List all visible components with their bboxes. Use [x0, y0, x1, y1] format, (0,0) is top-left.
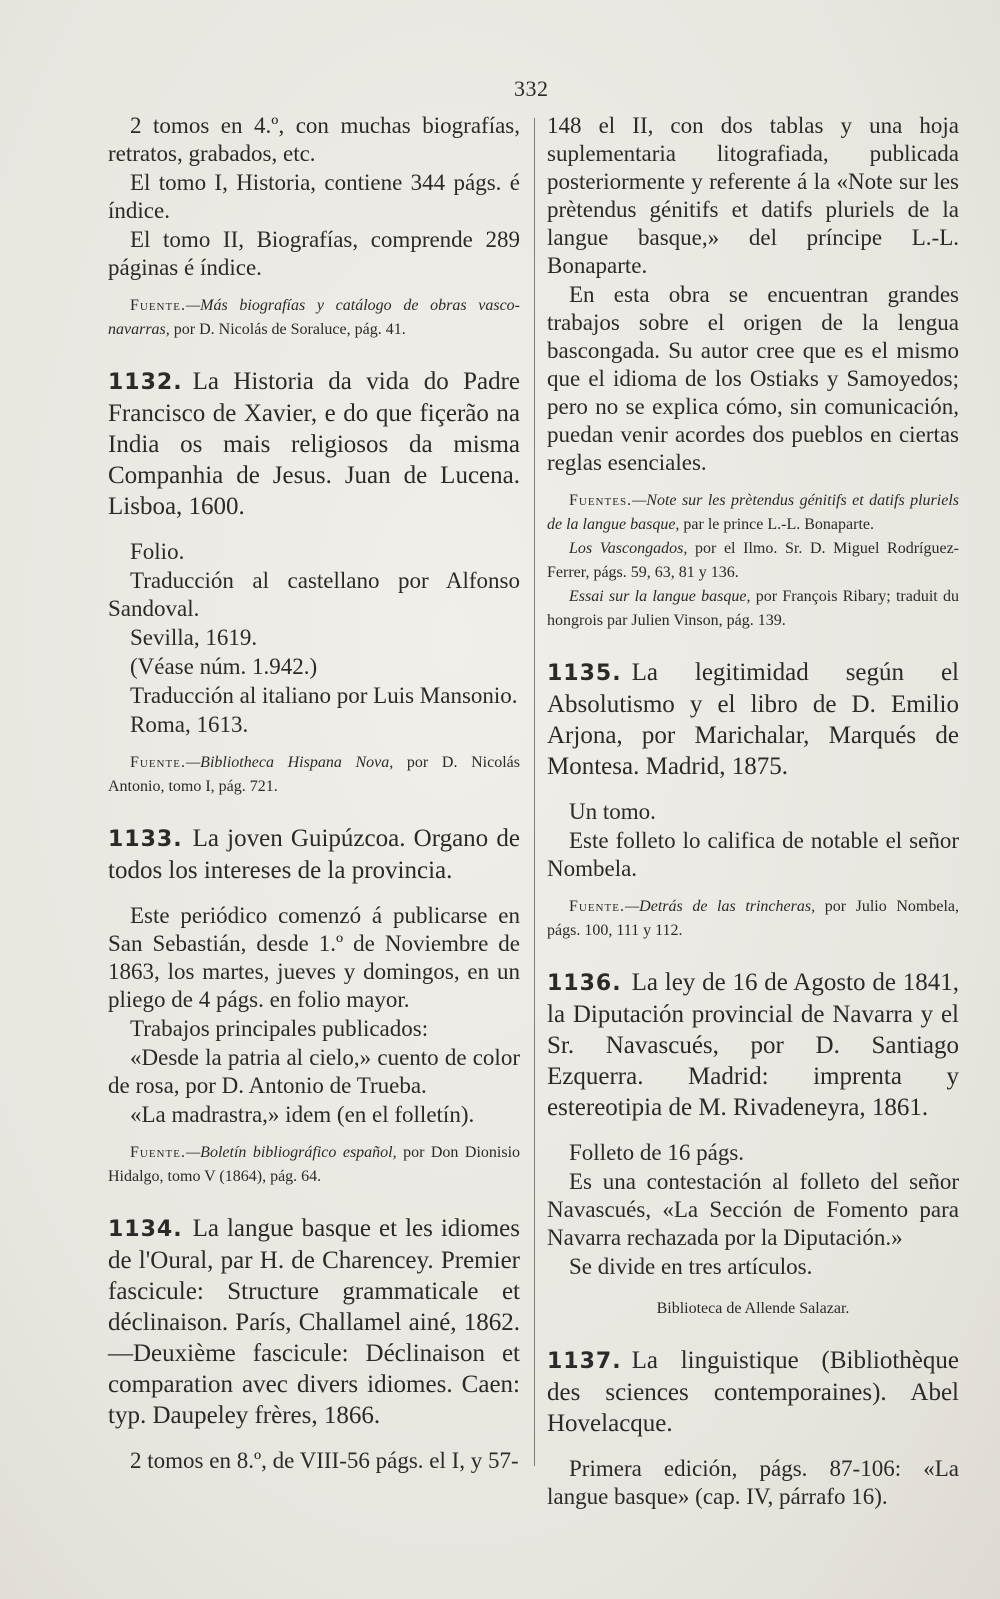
source-citation: [108, 294, 520, 342]
paragraph: Trabajos principales publicados:: [130, 1016, 429, 1041]
source-detail: por D. Nicolás Antonio, tomo I, pág. 721.: [108, 754, 521, 795]
paragraph: (Véase núm. 1.942.): [130, 654, 318, 679]
entry-number: 1132.: [108, 370, 183, 395]
paragraph: Folleto de 16 págs.: [569, 1140, 745, 1165]
source-detail: par le prince L.-L. Bonaparte.: [679, 516, 874, 533]
entry-number: 1133.: [108, 827, 183, 852]
paragraph: Roma, 1613.: [130, 712, 249, 737]
source-title: Essai sur la langue basque,: [569, 588, 751, 605]
source-detail: por François Ribary; traduit du hongrois par Julien Vinson, pág. 139.: [547, 588, 959, 629]
source-detail: por Don Dionisio Hidalgo, tomo V (1864), pág. 64.: [108, 1144, 521, 1185]
entry-1134: [108, 1213, 520, 1431]
source-citation: [108, 1141, 520, 1189]
continued-paragraph: 2 tomos en 4.º, con muchas biografías, retratos, grabados, etc.: [108, 113, 520, 166]
entry-1133: [108, 823, 520, 886]
source-citation: [547, 489, 959, 537]
paragraph: En esta obra se encuentran grandes trabajos sobre el origen de la lengua bascongada. Su autor cree que es el mismo que el idioma de los Ostiaks y Samoyedos; pero no se explica cómo, sin comunicación, puedan venir acordes dos pueblos en ciertas reglas esenciales.: [547, 282, 959, 475]
entry-title: La langue basque et les idiomes de l'Oural, par H. de Charencey. Premier fascicule: Structure grammaticale et déclinaison. París, Challamel ainé, 1862.—Deuxième fascicule: Déclinaison et comparation avec divers idiomes. Caen: typ. Daupeley frères, 1866.: [108, 1215, 520, 1429]
source-detail: por Julio Nombela, págs. 100, 111 y 112.: [547, 898, 960, 939]
paragraph: Traducción al italiano por Luis Mansonio.: [130, 683, 518, 708]
paragraph: El tomo I, Historia, contiene 344 págs. é índice.: [108, 170, 520, 223]
source-citation: [108, 751, 520, 799]
entry-number: 1136.: [547, 971, 622, 996]
entry-title: La legitimidad según el Absolutismo y el libro de D. Emilio Arjona, por Marichalar, Marqués de Montesa. Madrid, 1875.: [547, 659, 959, 780]
entry-1135: [547, 657, 959, 782]
left-column: [108, 112, 520, 1475]
column-divider: [534, 118, 535, 1466]
paragraph: «Desde la patria al cielo,» cuento de color de rosa, por D. Antonio de Trueba.: [108, 1045, 520, 1098]
paragraph: Traducción al castellano por Alfonso Sandoval.: [108, 568, 520, 621]
entry-title: La ley de 16 de Agosto de 1841, la Diputación provincial de Navarra y el Sr. Navascués, por D. Santiago Ezquerra. Madrid: imprenta y estereotipia de M. Rivadeneyra, 1861.: [547, 969, 959, 1121]
paragraph: Es una contestación al folleto del señor Navascués, «La Sección de Fomento para Navarra rechazada por la Diputación.»: [547, 1169, 959, 1250]
source-citation: [547, 537, 959, 585]
source-detail: por D. Nicolás de Soraluce, pág. 41.: [169, 321, 406, 338]
paragraph: Sevilla, 1619.: [130, 625, 258, 650]
paragraph: 2 tomos en 8.º, de VIII-56 págs. el I, y 57-: [130, 1448, 519, 1473]
entry-title: La linguistique (Bibliothèque des sciences contemporaines). Abel Hovelacque.: [547, 1347, 959, 1437]
source-citation: [547, 585, 959, 633]
paragraph: Primera edición, págs. 87-106: «La langue basque» (cap. IV, párrafo 16).: [547, 1456, 959, 1509]
entry-title: La joven Guipúzcoa. Organo de todos los intereses de la provincia.: [108, 825, 520, 884]
continued-paragraph: 148 el II, con dos tablas y una hoja suplementaria litografiada, publicada posteriormente y referente á la «Note sur les prètendus génitifs et datifs pluriels de la langue basque,» del príncipe L.-L. Bonaparte.: [547, 113, 959, 278]
source-citation: [547, 895, 959, 943]
source-label: Fuente.: [130, 297, 186, 314]
entry-1136: [547, 967, 959, 1123]
entry-number: 1135.: [547, 661, 622, 686]
paragraph: Este periódico comenzó á publicarse en San Sebastián, desde 1.º de Noviembre de 1863, los martes, jueves y domingos, en un pliego de 4 págs. en folio mayor.: [108, 903, 520, 1012]
entry-number: 1134.: [108, 1217, 183, 1242]
library-note: Biblioteca de Allende Salazar.: [656, 1300, 850, 1317]
paragraph: Este folleto lo califica de notable el señor Nombela.: [547, 828, 959, 881]
entry-title: La Historia da vida do Padre Francisco de Xavier, e do que fiçerão na India os mais religiosos da misma Companhia de Jesus. Juan de Lucena. Lisboa, 1600.: [108, 368, 520, 520]
source-title: —Boletín bibliográfico español,: [185, 1144, 397, 1161]
paragraph: Folio.: [130, 539, 185, 564]
source-label: Fuente.: [569, 898, 625, 915]
right-column: [547, 112, 959, 1511]
paragraph: Un tomo.: [569, 799, 656, 824]
source-title: Los Vascongados,: [569, 540, 688, 557]
source-title: —Más biografías y catálogo de obras vasco-navarras,: [108, 297, 520, 338]
paragraph: «La madrastra,» idem (en el folletín).: [130, 1102, 475, 1127]
source-title: —Note sur les prètendus génitifs et datifs pluriels de la langue basque,: [547, 492, 959, 533]
source-detail: por el Ilmo. Sr. D. Miguel Rodríguez-Ferrer, págs. 59, 63, 81 y 136.: [547, 540, 959, 581]
paragraph: El tomo II, Biografías, comprende 289 páginas é índice.: [108, 227, 520, 280]
entry-number: 1137.: [547, 1349, 622, 1374]
page-number: 332: [514, 76, 549, 101]
entry-1137: [547, 1345, 959, 1439]
entry-1132: [108, 366, 520, 522]
source-label: Fuentes.: [569, 492, 633, 509]
source-label: Fuente.: [130, 1144, 186, 1161]
paragraph: Se divide en tres artículos.: [569, 1254, 813, 1279]
source-title: —Bibliotheca Hispana Nova,: [185, 754, 394, 771]
source-title: —Detrás de las trincheras,: [624, 898, 816, 915]
source-label: Fuente.: [130, 754, 186, 771]
